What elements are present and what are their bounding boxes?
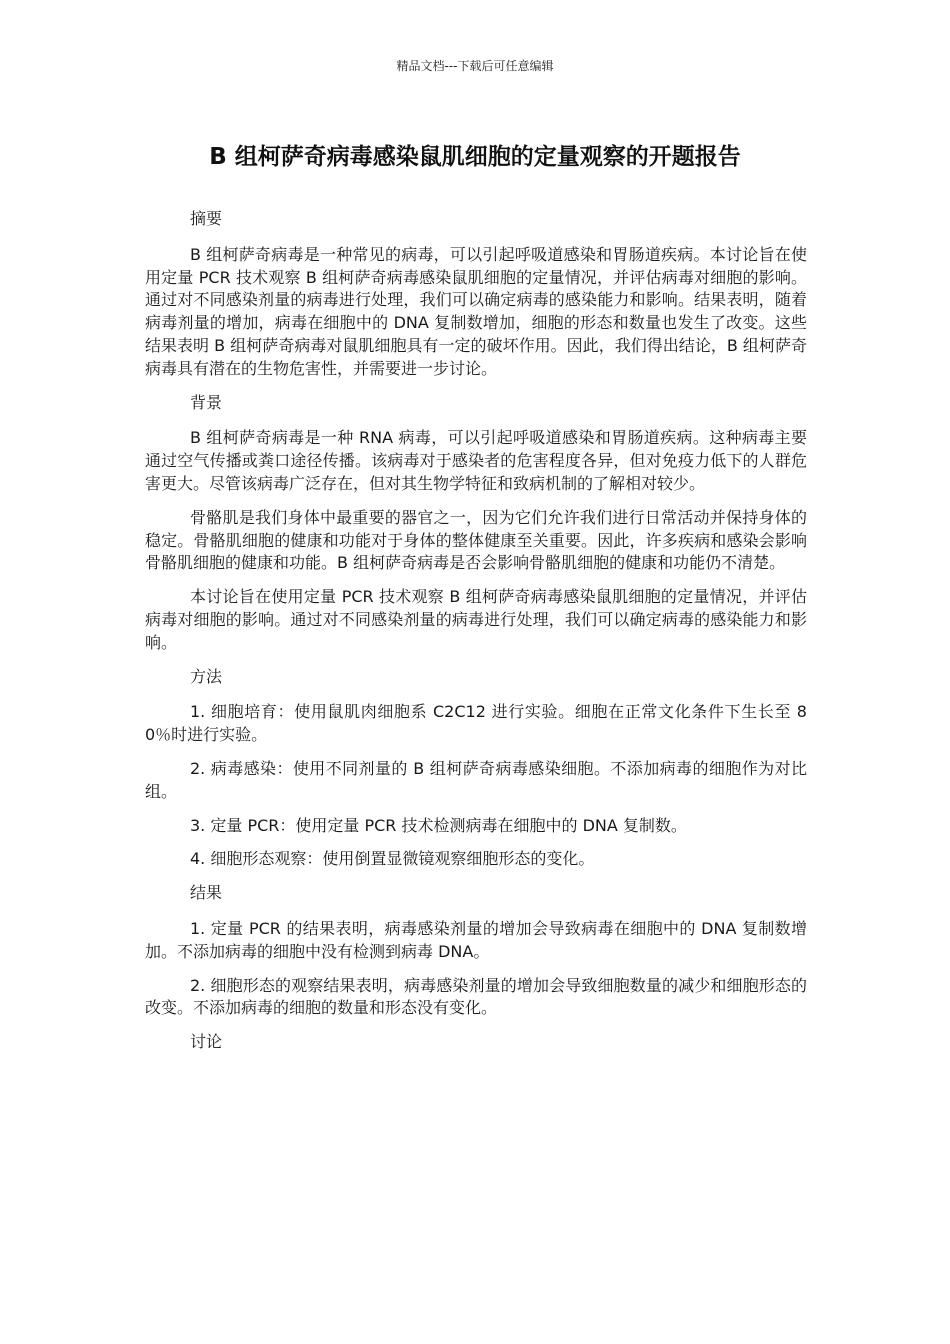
result-item-2: 2. 细胞形态的观察结果表明，病毒感染剂量的增加会导致细胞数量的减少和细胞形态的改变。不添加病毒的细胞的数量和形态没有变化。: [145, 975, 807, 1018]
background-paragraph-2: 骨骼肌是我们身体中最重要的器官之一，因为它们允许我们进行日常活动并保持身体的稳定。骨骼肌细胞的健康和功能对于身体的整体健康至关重要。因此，许多疾病和感染会影响骨骼肌细胞的健康和功能。B 组柯萨奇病毒是否会影响骨骼肌细胞的健康和功能仍不清楚。: [145, 507, 807, 573]
background-paragraph-3: 本讨论旨在使用定量 PCR 技术观察 B 组柯萨奇病毒感染鼠肌细胞的定量情况，并评估病毒对细胞的影响。通过对不同感染剂量的病毒进行处理，我们可以确定病毒的感染能力和影响。: [145, 587, 807, 652]
header-note: 精品文档---下载后可任意编辑: [396, 59, 554, 73]
section-heading-abstract: 摘要: [190, 209, 223, 228]
section-heading-background: 背景: [190, 392, 223, 412]
method-step-1: 1. 细胞培育：使用鼠肌肉细胞系 C2C12 进行实验。细胞在正常文化条件下生长至 80％时进行实验。: [145, 702, 807, 745]
method-step-4: 4. 细胞形态观察：使用倒置显微镜观察细胞形态的变化。: [190, 849, 595, 869]
section-heading-results: 结果: [190, 883, 223, 903]
section-heading-discussion: 讨论: [190, 1032, 223, 1052]
result-item-1: 1. 定量 PCR 的结果表明，病毒感染剂量的增加会导致病毒在细胞中的 DNA 复制数增加。不添加病毒的细胞中没有检测到病毒 DNA。: [145, 918, 807, 961]
method-step-3: 3. 定量 PCR：使用定量 PCR 技术检测病毒在细胞中的 DNA 复制数。: [190, 815, 687, 835]
abstract-paragraph: B 组柯萨奇病毒是一种常见的病毒，可以引起呼吸道感染和胃肠道疾病。本讨论旨在使用定量 PCR 技术观察 B 组柯萨奇病毒感染鼠肌细胞的定量情况，并评估病毒对细胞的影响。通过对不同感染剂量的病毒进行处理，我们可以确定病毒的感染能力和影响。结果表明，随着病毒剂量的增加，病毒在细胞中的 DNA 复制数增加，细胞的形态和数量也发生了改变。这些结果表明 B 组柯萨奇病毒对鼠肌细胞具有一定的破坏作用。因此，我们得出结论，B 组柯萨奇病毒具有潜在的生物危害性，并需要进一步讨论。: [145, 244, 807, 378]
method-step-2: 2. 病毒感染：使用不同剂量的 B 组柯萨奇病毒感染细胞。不添加病毒的细胞作为对比组。: [145, 758, 807, 801]
section-heading-methods: 方法: [190, 666, 223, 686]
background-paragraph-1: B 组柯萨奇病毒是一种 RNA 病毒，可以引起呼吸道感染和胃肠道疾病。这种病毒主要通过空气传播或粪口途径传播。该病毒对于感染者的危害程度各异，但对免疫力低下的人群危害更大。尽管该病毒广泛存在，但对其生物学特征和致病机制的了解相对较少。: [145, 428, 807, 493]
document-title: B 组柯萨奇病毒感染鼠肌细胞的定量观察的开题报告: [209, 144, 741, 170]
document-body: [145, 208, 807, 1067]
